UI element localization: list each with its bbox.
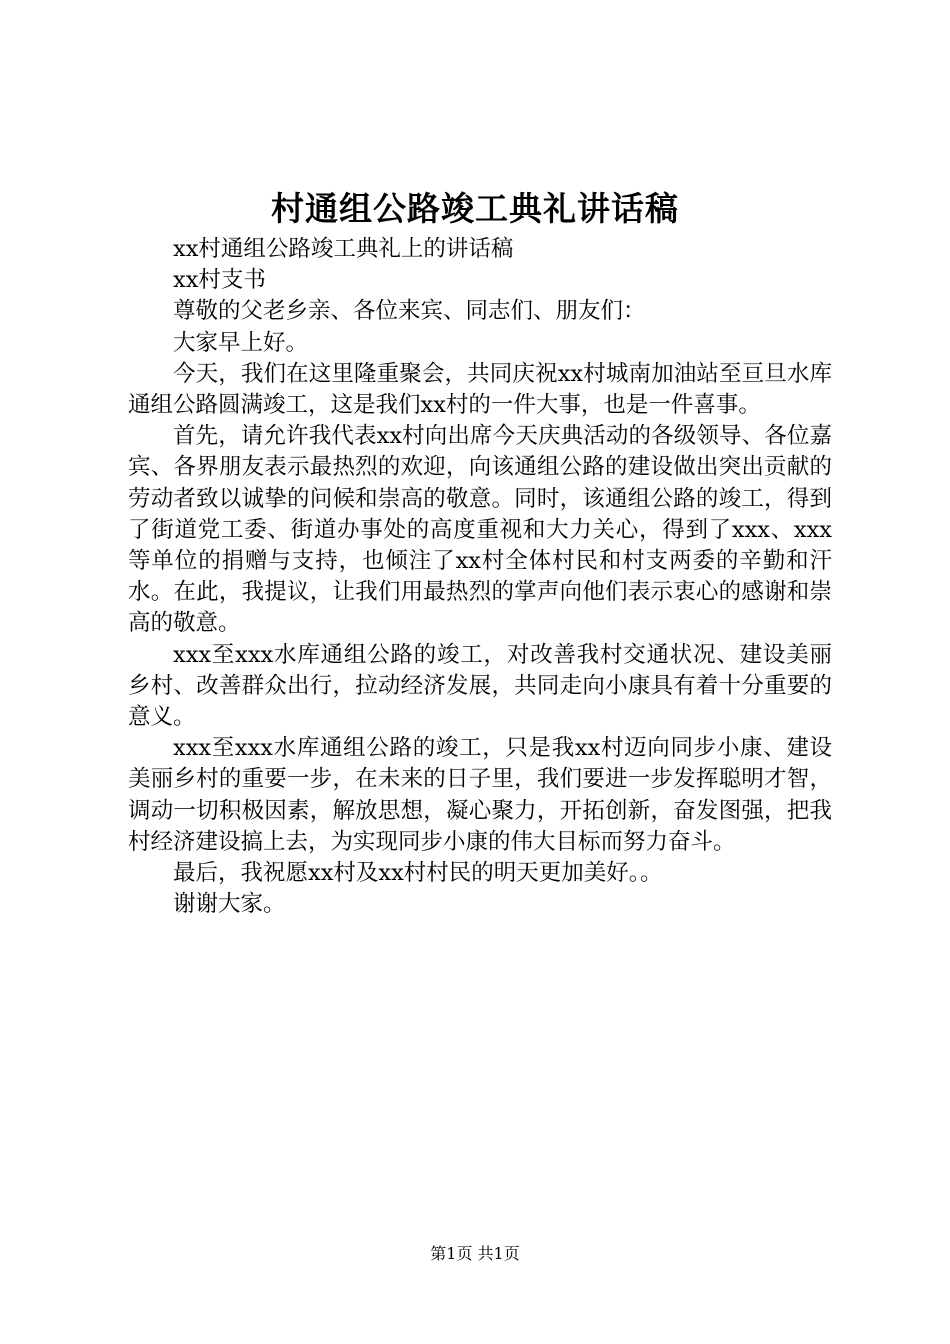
- page-footer: 第1页 共1页: [430, 1244, 520, 1263]
- paragraph-heading: xx村通组公路竣工典礼上的讲话稿: [173, 236, 514, 262]
- document-title: 村通组公路竣工典礼讲话稿: [271, 189, 679, 228]
- document-body: [128, 234, 832, 920]
- paragraph-significance: xxx至xxx水库通组公路的竣工，对改善我村交通状况、建设美丽乡村、改善群众出行，拉动经济发展，共同走向小康具有着十分重要的意义。: [128, 641, 832, 731]
- paragraph-closing: 谢谢大家。: [173, 891, 286, 918]
- paragraph-speaker: xx村支书: [173, 267, 266, 294]
- paragraph-greeting: 大家早上好。: [173, 329, 309, 356]
- paragraph-thanks: 首先，请允许我代表xx村向出席今天庆典活动的各级领导、各位嘉宾、各界朋友表示最热烈的欢迎，向该通组公路的建设做出突出贡献的劳动者致以诚挚的问候和崇高的敬意。同时，该通组公路的竣工，得到了街道党工委、街道办事处的高度重视和大力关心，得到了xxx、xxx等单位的捐赠与支持，也倾注了xx村全体村民和村支两委的辛勤和汗水。在此，我提议，让我们用最热烈的掌声向他们表示衷心的感谢和崇高的敬意。: [128, 423, 832, 637]
- paragraph-wishes: 最后，我祝愿xx村及xx村村民的明天更加美好。。: [173, 860, 663, 887]
- paragraph-today: 今天，我们在这里隆重聚会，共同庆祝xx村城南加油站至亘旦水库通组公路圆满竣工，这是我们xx村的一件大事，也是一件喜事。: [128, 360, 832, 419]
- paragraph-future: xxx至xxx水库通组公路的竣工，只是我xx村迈向同步小康、建设美丽乡村的重要一步，在未来的日子里，我们要进一步发挥聪明才智，调动一切积极因素，解放思想，凝心聚力，开拓创新，奋发图强，把我村经济建设搞上去，为实现同步小康的伟大目标而努力奋斗。: [128, 735, 832, 855]
- paragraph-salutation: 尊敬的父老乡亲、各位来宾、同志们、朋友们：: [173, 298, 646, 325]
